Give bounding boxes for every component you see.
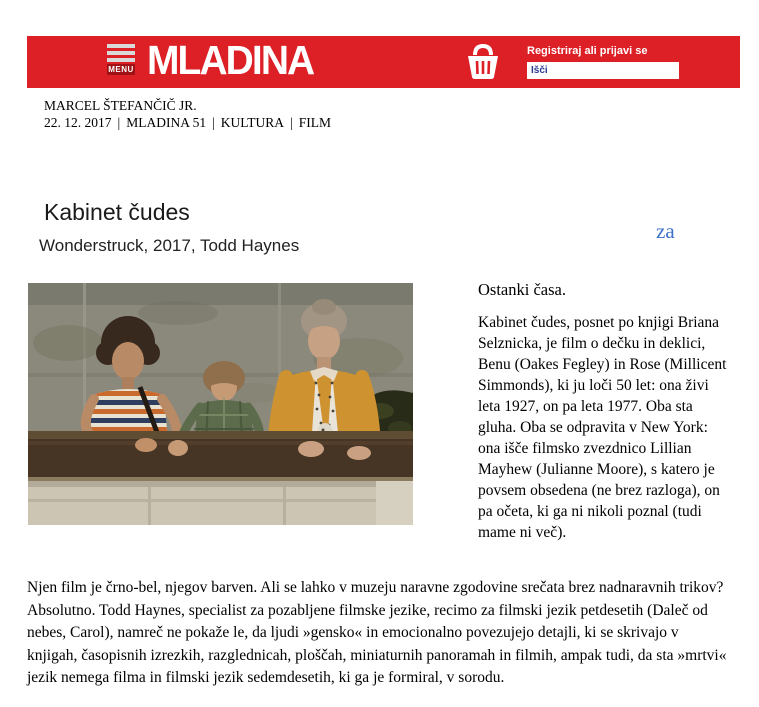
search-input[interactable] <box>527 62 679 79</box>
aside-column <box>478 280 732 543</box>
menu-button[interactable] <box>107 44 135 75</box>
byline-meta <box>44 114 331 131</box>
byline-separator: | <box>212 115 215 130</box>
page-title: Kabinet čudes <box>44 199 190 225</box>
article-photo <box>28 283 413 525</box>
basket-icon[interactable] <box>465 43 501 81</box>
menu-button-label: MENU <box>108 65 134 74</box>
aside-body: Kabinet čudes, posnet po knjigi Briana Selznicka, je film o dečku in deklici, Benu (Oakes Fegley) in Rose (Millicent Simmonds), ki ju loči 50 let: ona živi leta 1927, on pa leta 1977. Oba sta gluha. Oba se odpravita v New York: ona išče filmsko zvezdnico Lillian Mayhew (Julianne Moore), s katero je povsem obsedena (ne brez razloga), on pa očeta, ki ga ni nikoli poznal (tudi mame ni več). <box>478 314 727 541</box>
header-bar <box>27 36 740 88</box>
byline-section-link[interactable]: KULTURA <box>220 115 285 130</box>
byline-category-link[interactable]: FILM <box>298 115 332 130</box>
aside-heading: Ostanki časa. <box>478 280 566 299</box>
register-login-link[interactable]: Registriraj ali prijavi se <box>527 45 648 57</box>
byline-issue-link[interactable]: MLADINA 51 <box>126 115 207 130</box>
za-link[interactable]: za <box>656 219 675 243</box>
byline-separator: | <box>117 115 121 130</box>
mladina-logo[interactable]: MLADINA <box>147 37 314 83</box>
byline-author[interactable]: MARCEL ŠTEFANČIČ JR. <box>44 98 197 113</box>
byline-date: 22. 12. 2017 <box>44 115 112 130</box>
article-body: Njen film je črno-bel, njegov barven. Ali se lahko v muzeju naravne zgodovine srečata brez nadnaravnih trikov? Absolutno. Todd Haynes, specialist za pozabljene filmske jezike, recimo za filmski jezik petdesetih (Daleč od nebes, Carol), namreč ne pokaže le, da ljudi »gensko« in emocionalno povezujejo detajli, ki se skrivajo v knjigah, časopisnih izrezkih, razglednicah, ploščah, miniaturnih panoramah in filmih, ampak tudi, da sta »mrtvi« jezik nemega filma in filmski jezik sedemdesetih, ki ga je formiral, v sorodu. <box>27 579 727 686</box>
byline-separator: | <box>290 115 293 130</box>
byline <box>44 97 331 131</box>
article-subtitle: Wonderstruck, 2017, Todd Haynes <box>39 236 300 255</box>
hamburger-icon <box>107 44 135 62</box>
